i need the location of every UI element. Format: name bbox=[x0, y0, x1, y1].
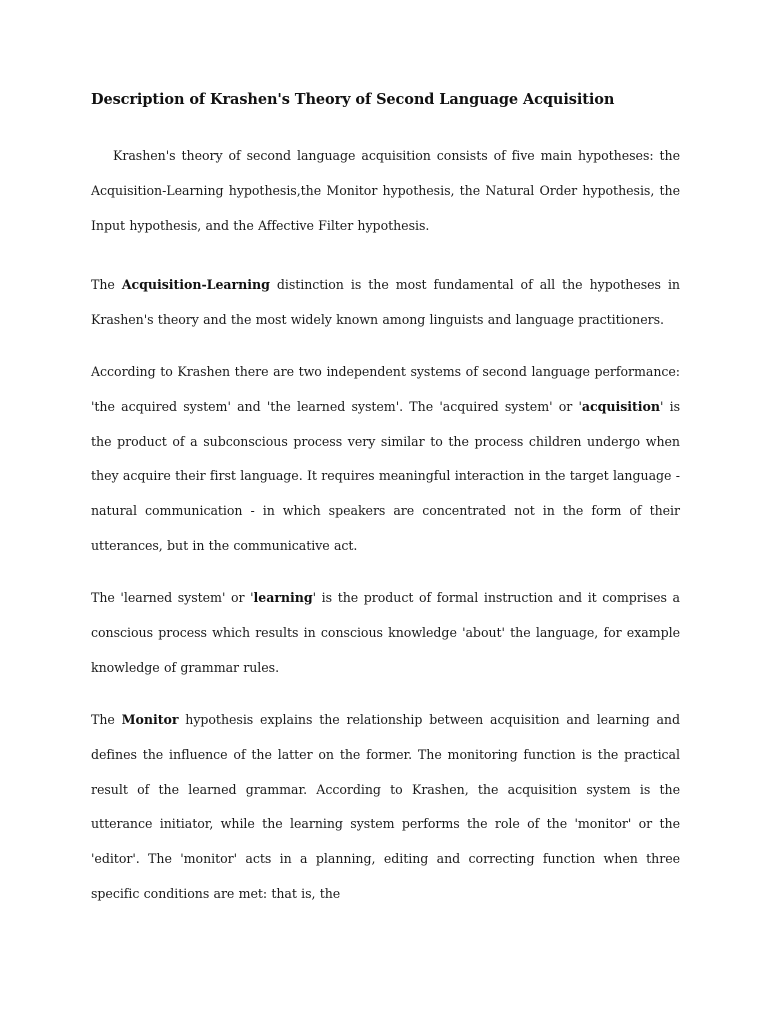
paragraph-text: According to Krashen there are two independent systems of second language performance: 'the acquired system' and 'the learned system'. The 'acquired system' or ' bbox=[91, 364, 680, 414]
paragraph-text: The 'learned system' or ' bbox=[91, 590, 254, 605]
document-title: Description of Krashen's Theory of Second Language Acquisition bbox=[91, 91, 615, 108]
monitor-paragraph bbox=[91, 703, 680, 912]
paragraph-text: The bbox=[91, 712, 122, 727]
two-systems-paragraph bbox=[91, 355, 680, 564]
paragraph-text: ' is the product of formal instruction and it comprises a conscious process which results in conscious knowledge 'about' the language, for example knowledge of grammar rules. bbox=[91, 590, 681, 675]
bold-term-monitor: Monitor bbox=[121, 712, 179, 727]
intro-paragraph: Krashen's theory of second language acquisition consists of five main hypotheses: the Acquisition-Learning hypothesis,the Monitor hypothesis, the Natural Order hypothesis, the Input hypothesis, and the Affective Filter hypothesis. bbox=[91, 148, 680, 233]
bold-term-acquisition-learning: Acquisition-Learning bbox=[121, 277, 270, 292]
acquisition-learning-paragraph bbox=[91, 268, 680, 338]
bold-term-learning: learning bbox=[253, 590, 313, 605]
paragraph-text: ' is the product of a subconscious process very similar to the process children undergo when they acquire their first language. It requires meaningful interaction in the target language - natural communication - in which speakers are concentrated not in the form of their utterances, but in the communicative act. bbox=[91, 398, 680, 553]
bold-term-acquisition: acquisition bbox=[581, 398, 660, 414]
paragraph-text: distinction is the most fundamental of all the hypotheses in Krashen's theory and the most widely known among linguists and language practitioners. bbox=[91, 277, 680, 327]
paragraph-text: The bbox=[91, 277, 122, 292]
paragraph-text: hypothesis explains the relationship between acquisition and learning and defines the influence of the latter on the former. The monitoring function is the practical result of the learned grammar. According to Krashen, the acquisition system is the utterance initiator, while the learning system performs the role of the 'monitor' or the 'editor'. The 'monitor' acts in a planning, editing and correcting function when three specific conditions are met: that is, the bbox=[91, 712, 680, 901]
learned-system-paragraph bbox=[91, 581, 680, 685]
